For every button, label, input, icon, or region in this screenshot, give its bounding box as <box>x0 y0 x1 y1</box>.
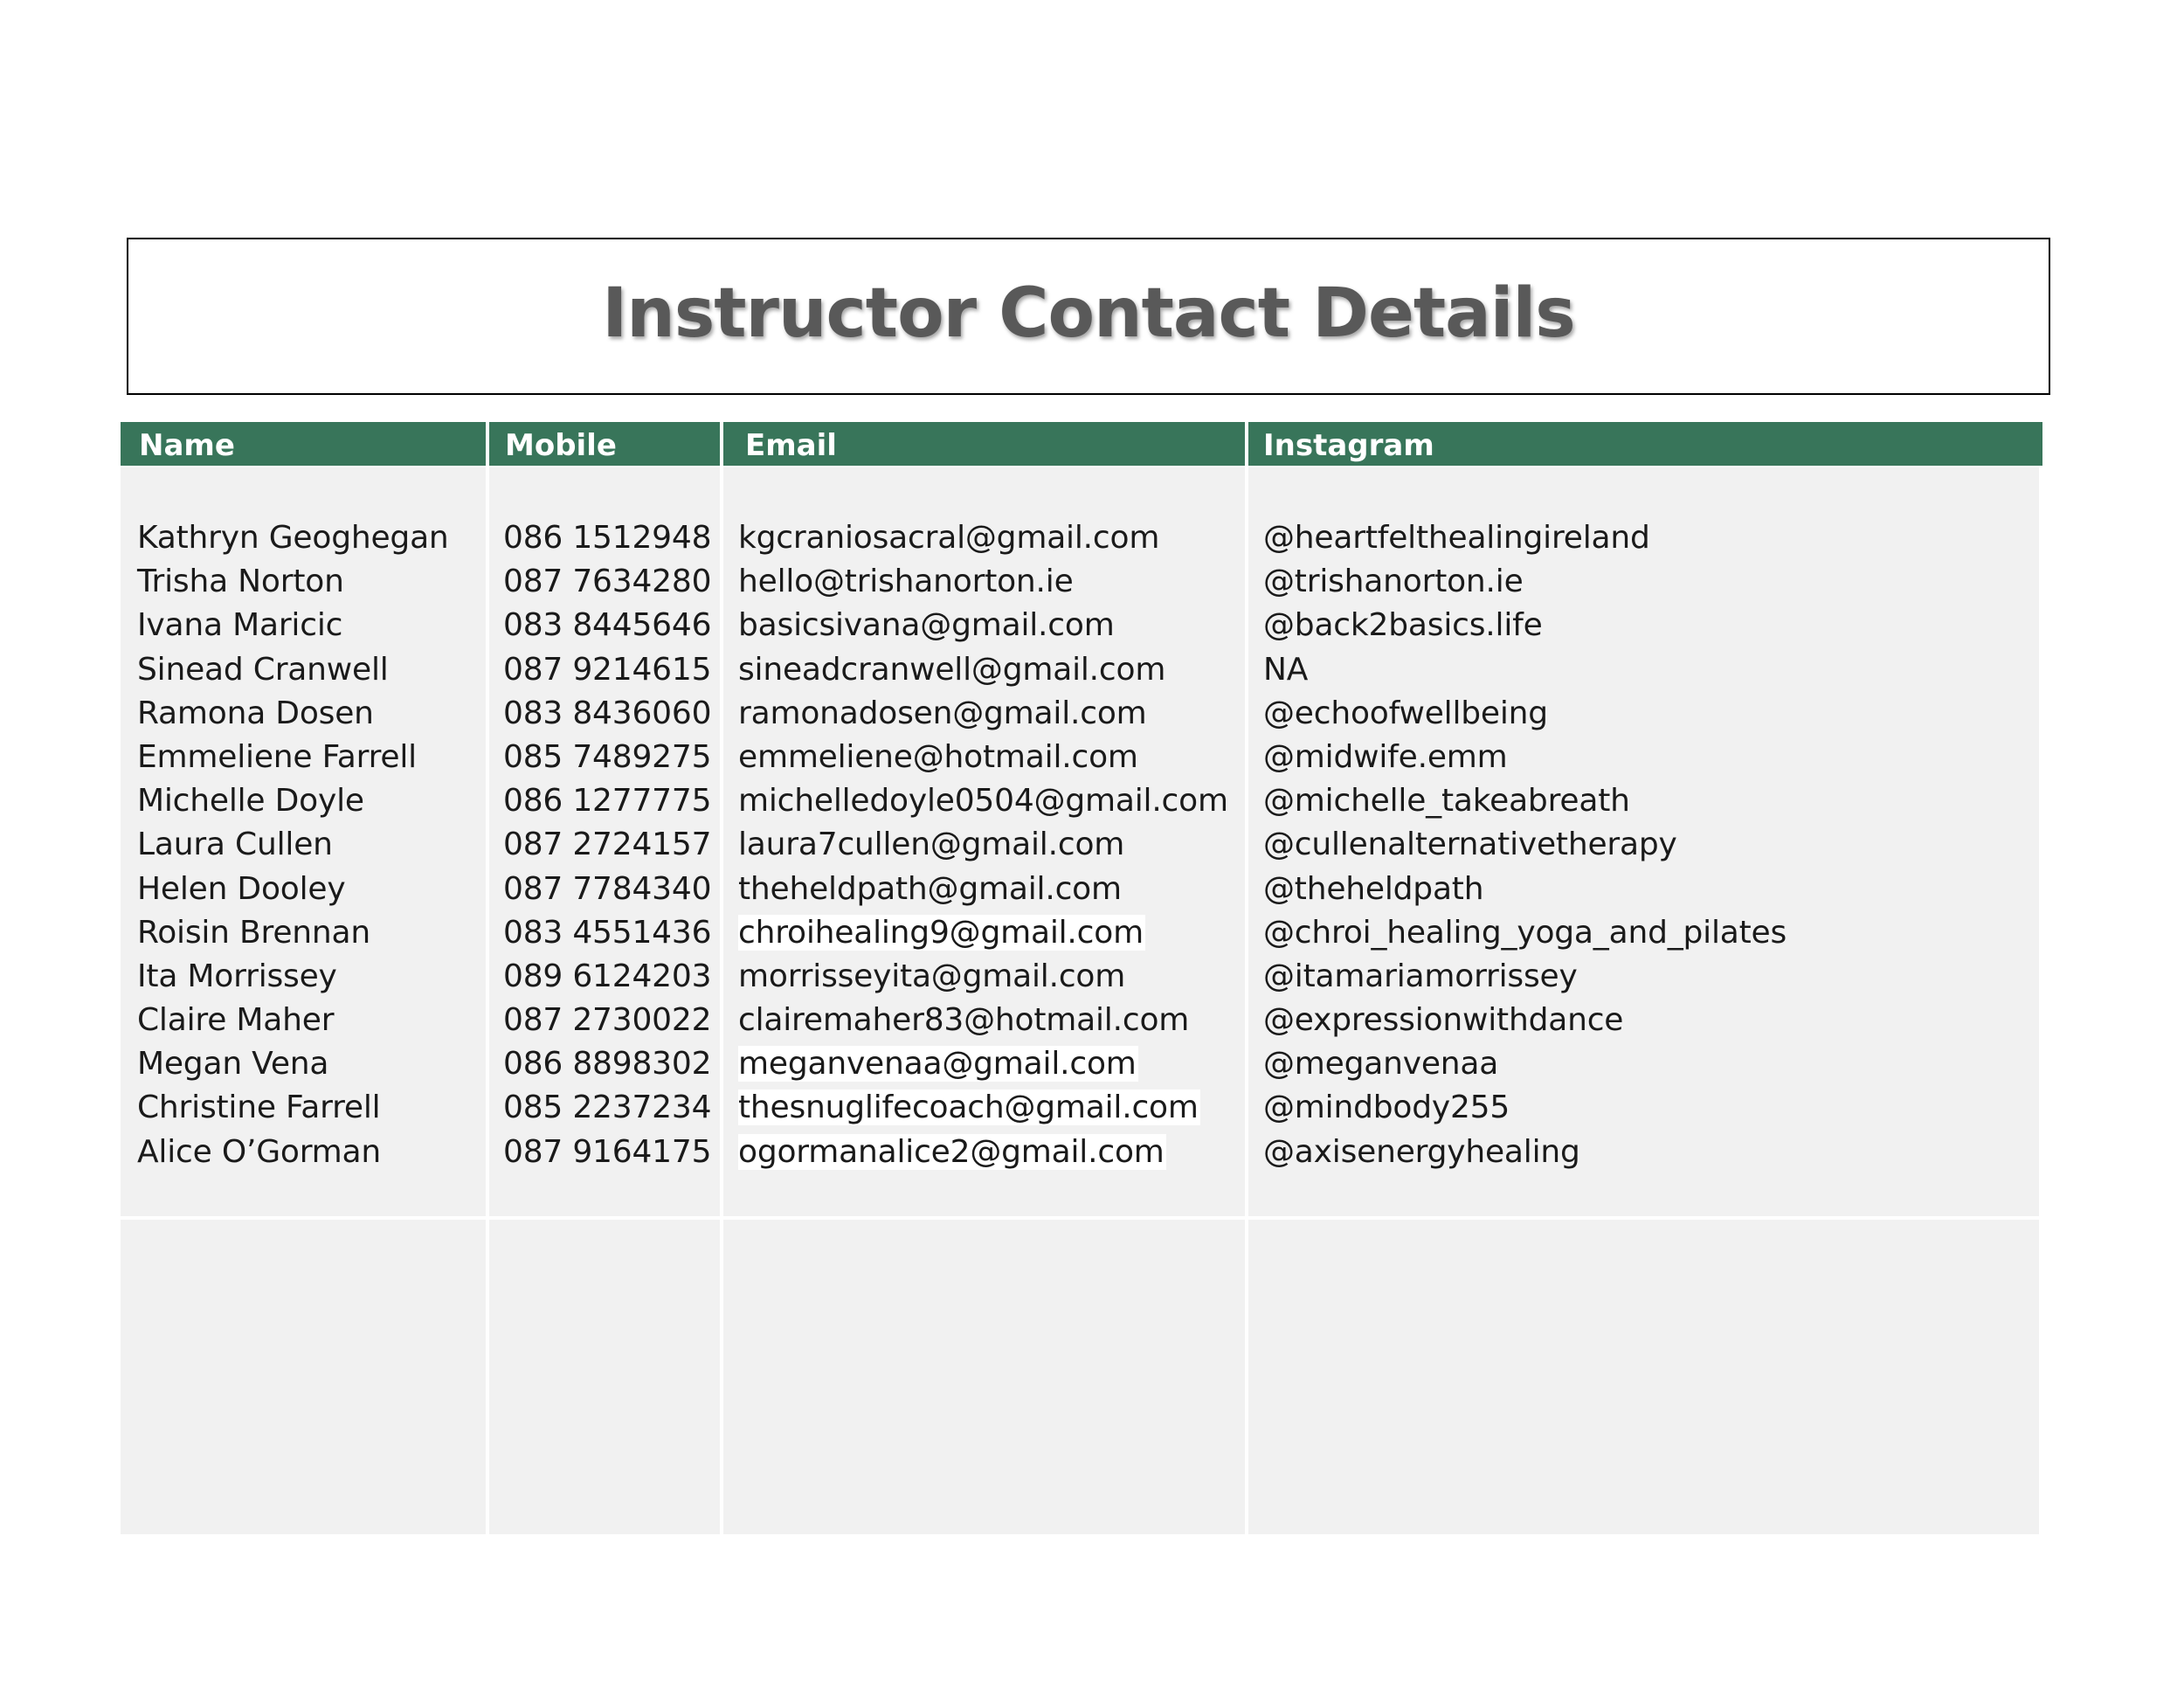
instagram-cell: @back2basics.life <box>1263 607 1543 644</box>
name-cell: Claire Maher <box>137 1002 335 1039</box>
instagram-cell: NA <box>1263 651 1309 688</box>
email-link[interactable]: thesnuglifecoach@gmail.com <box>738 1090 1199 1126</box>
email-cell[interactable]: ramonadosen@gmail.com <box>738 695 1147 731</box>
mobile-cell: 087 9164175 <box>503 1133 712 1170</box>
mobile-cell: 085 7489275 <box>503 738 712 775</box>
email-cell[interactable]: basicsivana@gmail.com <box>738 607 1115 644</box>
email-cell[interactable]: laura7cullen@gmail.com <box>738 827 1125 863</box>
email-cell[interactable] <box>738 911 1228 955</box>
instagram-cell: @theheldpath <box>1263 870 1484 907</box>
instagram-cell: @mindbody255 <box>1263 1090 1510 1126</box>
email-cell[interactable] <box>738 1086 1228 1130</box>
name-cell: Roisin Brennan <box>137 914 371 951</box>
name-cell: Michelle Doyle <box>137 783 364 820</box>
email-cell[interactable]: clairemaher83@hotmail.com <box>738 1002 1190 1039</box>
instagram-cell: @axisenergyhealing <box>1263 1133 1580 1170</box>
email-list <box>738 516 1228 1174</box>
mobile-cell: 089 6124203 <box>503 958 712 994</box>
page-title: Instructor Contact Details <box>602 274 1575 353</box>
instagram-cell: @chroi_healing_yoga_and_pilates <box>1263 914 1787 951</box>
column-header-email: Email <box>723 422 1245 466</box>
column-header-name: Name <box>121 422 486 466</box>
email-cell[interactable]: emmeliene@hotmail.com <box>738 738 1138 775</box>
name-cell: Alice O’Gorman <box>137 1133 382 1170</box>
email-cell[interactable]: hello@trishanorton.ie <box>738 564 1074 600</box>
mobile-cell: 087 2730022 <box>503 1002 712 1039</box>
instagram-cell: @heartfelthealingireland <box>1263 520 1650 556</box>
header-end-divider <box>2039 422 2042 466</box>
email-cell[interactable]: kgcraniosacral@gmail.com <box>738 520 1160 556</box>
name-cell: Helen Dooley <box>137 870 346 907</box>
email-cell[interactable]: morrisseyita@gmail.com <box>738 958 1126 994</box>
title-box <box>127 238 2050 395</box>
instagram-cell: @expressionwithdance <box>1263 1002 1624 1039</box>
mobile-cell: 083 4551436 <box>503 914 712 951</box>
mobile-cell: 086 1277775 <box>503 783 712 820</box>
name-cell: Christine Farrell <box>137 1090 381 1126</box>
instagram-cell: @itamariamorrissey <box>1263 958 1578 994</box>
mobile-cell: 086 8898302 <box>503 1046 712 1083</box>
name-cell: Ita Morrissey <box>137 958 337 994</box>
instagram-cell: @michelle_takeabreath <box>1263 783 1630 820</box>
mobile-cell: 083 8445646 <box>503 607 712 644</box>
email-cell[interactable]: michelledoyle0504@gmail.com <box>738 783 1228 820</box>
mobile-cell: 085 2237234 <box>503 1090 712 1126</box>
email-cell[interactable] <box>738 1131 1228 1174</box>
email-link[interactable]: chroihealing9@gmail.com <box>738 914 1144 951</box>
column-header-mobile: Mobile <box>489 422 720 466</box>
instagram-cell: @trishanorton.ie <box>1263 564 1524 600</box>
mobile-cell: 086 1512948 <box>503 520 712 556</box>
mobile-cell: 087 2724157 <box>503 827 712 863</box>
email-cell[interactable] <box>738 1042 1228 1086</box>
empty-email-cell <box>723 1220 1245 1534</box>
column-header-instagram: Instagram <box>1248 422 2039 466</box>
instagram-cell: @echoofwellbeing <box>1263 695 1548 731</box>
mobile-cell: 087 7784340 <box>503 870 712 907</box>
instagram-cell: @midwife.emm <box>1263 738 1508 775</box>
name-cell: Emmeliene Farrell <box>137 738 417 775</box>
empty-mobile-cell <box>489 1220 720 1534</box>
name-cell: Sinead Cranwell <box>137 651 389 688</box>
email-cell[interactable]: sineadcranwell@gmail.com <box>738 651 1166 688</box>
name-cell: Ramona Dosen <box>137 695 374 731</box>
email-cell[interactable]: theheldpath@gmail.com <box>738 870 1122 907</box>
instagram-list <box>1263 516 1787 1174</box>
mobile-cell: 087 9214615 <box>503 651 712 688</box>
name-cell: Megan Vena <box>137 1046 329 1083</box>
mobile-list <box>503 516 711 1174</box>
empty-instagram-cell <box>1248 1220 2039 1534</box>
instagram-cell: @meganvenaa <box>1263 1046 1499 1083</box>
name-cell: Trisha Norton <box>137 564 344 600</box>
name-list <box>137 516 449 1174</box>
instagram-cell: @cullenalternativetherapy <box>1263 827 1677 863</box>
email-link[interactable]: ogormanalice2@gmail.com <box>738 1133 1165 1170</box>
email-link[interactable]: meganvenaa@gmail.com <box>738 1046 1137 1083</box>
name-cell: Kathryn Geoghegan <box>137 520 449 556</box>
name-cell: Laura Cullen <box>137 827 333 863</box>
mobile-cell: 083 8436060 <box>503 695 712 731</box>
empty-name-cell <box>121 1220 486 1534</box>
name-cell: Ivana Maricic <box>137 607 343 644</box>
mobile-cell: 087 7634280 <box>503 564 712 600</box>
